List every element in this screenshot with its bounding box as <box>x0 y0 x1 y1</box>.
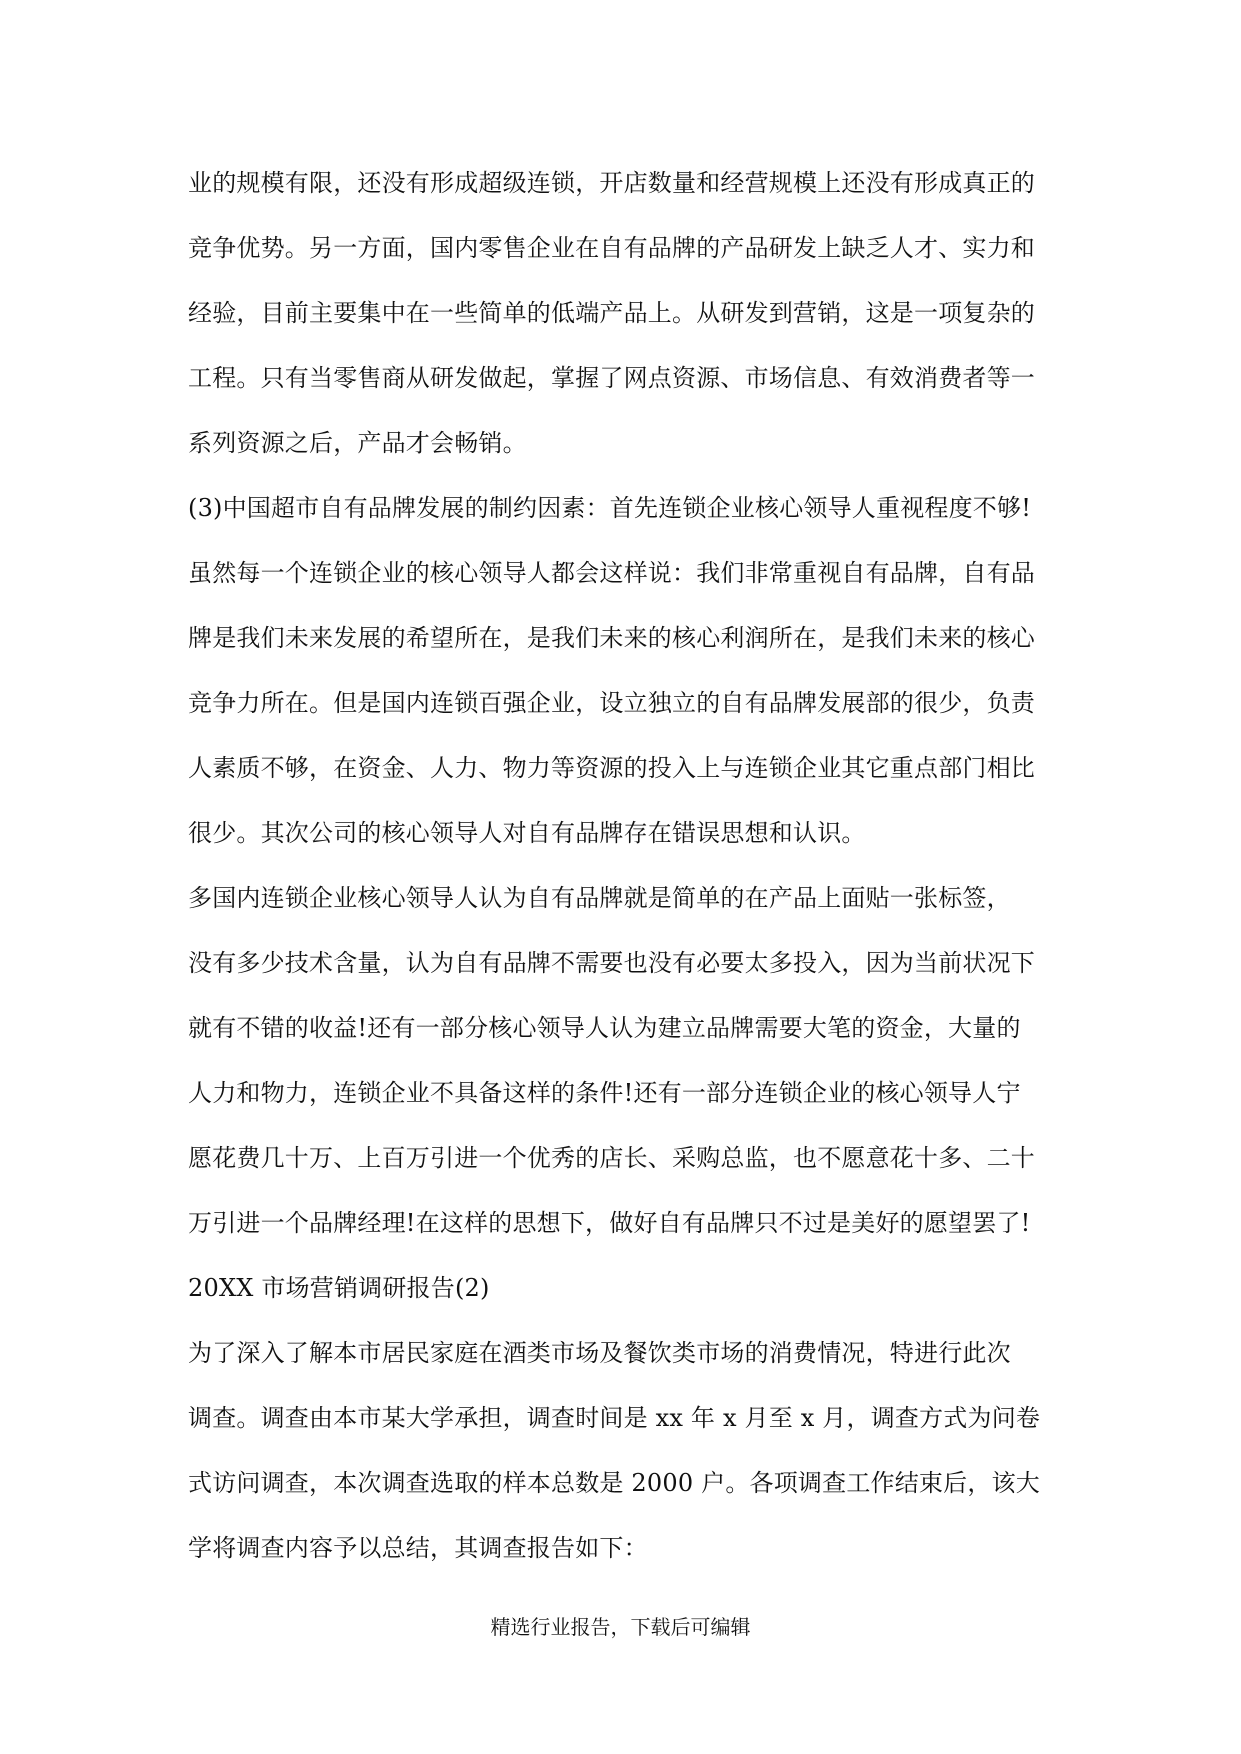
text-line: 没有多少技术含量，认为自有品牌不需要也没有必要太多投入，因为当前状况下 <box>188 949 1035 977</box>
text-line: 经验，目前主要集中在一些简单的低端产品上。从研发到营销，这是一项复杂的 <box>188 299 1035 327</box>
text-line: 就有不错的收益!还有一部分核心领导人认为建立品牌需要大笔的资金，大量的 <box>188 1014 1021 1042</box>
text-line: 人素质不够，在资金、人力、物力等资源的投入上与连锁企业其它重点部门相比 <box>188 754 1035 782</box>
text-line: 虽然每一个连锁企业的核心领导人都会这样说：我们非常重视自有品牌，自有品 <box>188 559 1035 587</box>
text-line: 为了深入了解本市居民家庭在酒类市场及餐饮类市场的消费情况，特进行此次 <box>188 1339 1011 1367</box>
text-line: 业的规模有限，还没有形成超级连锁，开店数量和经营规模上还没有形成真正的 <box>188 169 1035 197</box>
text-line: 竞争优势。另一方面，国内零售企业在自有品牌的产品研发上缺乏人才、实力和 <box>188 234 1035 262</box>
text-line: 很少。其次公司的核心领导人对自有品牌存在错误思想和认识。 <box>188 819 866 847</box>
text-line: 竞争力所在。但是国内连锁百强企业，设立独立的自有品牌发展部的很少，负责 <box>188 689 1035 717</box>
text-line: 多国内连锁企业核心领导人认为自有品牌就是简单的在产品上面贴一张标签， <box>188 884 1011 912</box>
document-body <box>188 160 1068 1590</box>
text-line: 万引进一个品牌经理!在这样的思想下，做好自有品牌只不过是美好的愿望罢了! <box>188 1209 1031 1237</box>
text-line: 工程。只有当零售商从研发做起，掌握了网点资源、市场信息、有效消费者等一 <box>188 364 1035 392</box>
text-line: 人力和物力，连锁企业不具备这样的条件!还有一部分连锁企业的核心领导人宁 <box>188 1079 1021 1107</box>
text-line: 愿花费几十万、上百万引进一个优秀的店长、采购总监，也不愿意花十多、二十 <box>188 1144 1035 1172</box>
text-line: 式访问调查，本次调查选取的样本总数是 2000 户。各项调查工作结束后，该大 <box>188 1469 1040 1497</box>
text-line: 系列资源之后，产品才会畅销。 <box>188 429 527 457</box>
section-line: (3)中国超市自有品牌发展的制约因素：首先连锁企业核心领导人重视程度不够! <box>188 494 1032 522</box>
text-line: 调查。调查由本市某大学承担，调查时间是 xx 年 x 月至 x 月，调查方式为问卷 <box>188 1404 1041 1432</box>
text-line: 牌是我们未来发展的希望所在，是我们未来的核心利润所在，是我们未来的核心 <box>188 624 1035 652</box>
page-footer: 精选行业报告，下载后可编辑 <box>490 1615 751 1639</box>
section-heading: 20XX 市场营销调研报告(2) <box>188 1274 490 1302</box>
text-line: 学将调查内容予以总结，其调查报告如下： <box>188 1534 648 1562</box>
